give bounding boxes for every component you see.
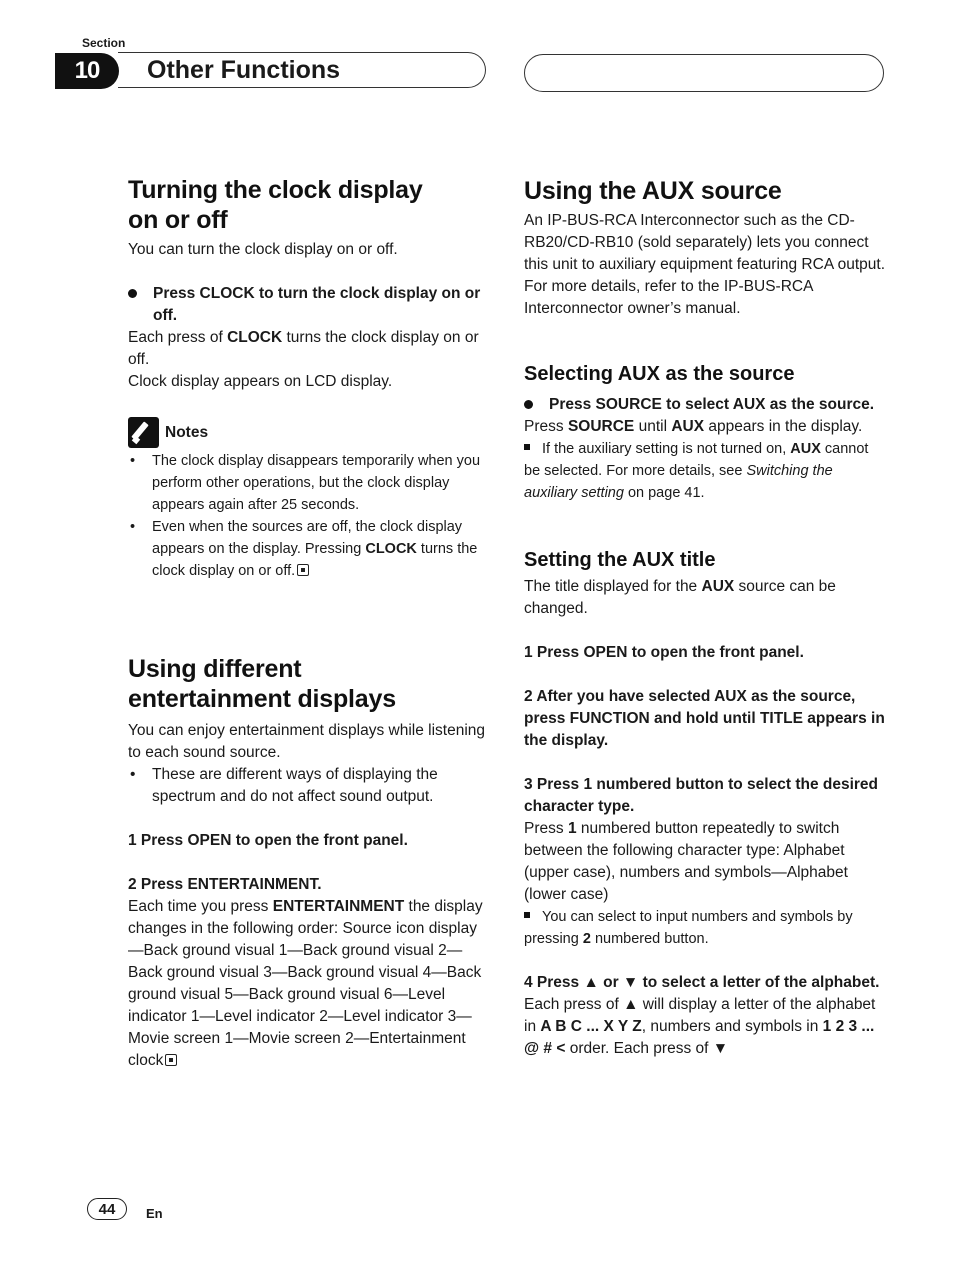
aux-section — [524, 176, 886, 1060]
clock-step — [128, 283, 490, 327]
page-number: 44 — [87, 1198, 127, 1220]
note-item: • Even when the sources are off, the clock display appears on the display. Pressing CLOCK turns the clock display on or off. — [128, 516, 490, 582]
select-aux-step-text: Press SOURCE to select AUX as the source. — [549, 396, 875, 413]
entertainment-heading-line1: Using different — [128, 655, 302, 683]
notes-pencil-icon — [128, 417, 159, 448]
select-aux-note: If the auxiliary setting is not turned on, AUX cannot be selected. For more details, see Switching the auxiliary setting on page 41. — [524, 441, 869, 501]
clock-body2: Clock display appears on LCD display. — [128, 373, 393, 390]
clock-body1: Each press of CLOCK turns the clock display on or off. — [128, 329, 479, 368]
clock-intro: You can turn the clock display on or off. — [128, 241, 398, 258]
step-bullet-icon — [128, 289, 137, 298]
clock-heading-line1: Turning the clock display — [128, 176, 423, 204]
clock-step-text: Press CLOCK to turn the clock display on or off. — [153, 285, 481, 324]
aux-title-step2: 2 After you have selected AUX as the source, press FUNCTION and hold until TITLE appears in the display. — [524, 688, 885, 749]
notes-label: Notes — [165, 423, 209, 441]
aux-title-step3-note: You can select to input numbers and symbols by pressing 2 numbered button. — [524, 909, 853, 947]
select-aux-body: Press SOURCE until AUX appears in the display. — [524, 418, 863, 435]
step-bullet-icon — [524, 400, 533, 409]
aux-title-step3-body: Press 1 numbered button repeatedly to switch between the following character type: Alphabet (upper case), numbers and symbols—Alphabet (lower case) — [524, 820, 848, 903]
aux-title-intro: The title displayed for the AUX source can be changed. — [524, 578, 836, 617]
end-mark-icon — [297, 564, 309, 576]
entertainment-intro: You can enjoy entertainment displays while listening to each sound source. — [128, 722, 486, 761]
end-mark-icon — [165, 1054, 177, 1066]
aux-intro: An IP-BUS-RCA Interconnector such as the CD-RB20/CD-RB10 (sold separately) lets you connect this unit to auxiliary equipment featuring RCA output. For more details, refer to the IP-BUS-RCA Interconnector owner’s manual. — [524, 212, 886, 317]
select-aux-heading: Selecting AUX as the source — [524, 363, 795, 385]
note-item: • The clock display disappears temporarily when you perform other operations, but the clock display appears again after 25 seconds. — [128, 450, 490, 516]
notes-list — [128, 450, 490, 582]
square-bullet-icon — [524, 444, 530, 450]
entertainment-step2: 2 Press ENTERTAINMENT. — [128, 876, 322, 893]
aux-title-step3: 3 Press 1 numbered button to select the desired character type. — [524, 776, 879, 815]
square-bullet-icon — [524, 912, 530, 918]
aux-title-heading: Setting the AUX title — [524, 549, 716, 571]
aux-title-step4: 4 Press ▲ or ▼ to select a letter of the alphabet. — [524, 974, 880, 991]
language-label: En — [146, 1206, 163, 1221]
clock-heading-line2: on or off — [128, 206, 228, 234]
aux-title-step1: 1 Press OPEN to open the front panel. — [524, 644, 804, 661]
entertainment-bullet: • These are different ways of displaying the spectrum and do not affect sound output. — [128, 764, 490, 808]
header-empty-frame — [524, 54, 884, 92]
section-label: Section — [82, 36, 126, 50]
clock-heading — [128, 175, 490, 235]
entertainment-section — [128, 654, 490, 1072]
notes-header — [128, 417, 490, 448]
entertainment-bullets — [128, 764, 490, 808]
entertainment-step1: 1 Press OPEN to open the front panel. — [128, 832, 408, 849]
aux-heading: Using the AUX source — [524, 177, 782, 205]
entertainment-body: Each time you press ENTERTAINMENT the display changes in the following order: Source icon display—Back ground visual 1—Back ground visual 2—Back ground visual 3—Back ground visual 4—Back ground visual 5—Back ground visual 6—Level indicator 1—Level indicator 2—Level indicator 3—Movie screen 1—Movie screen 2—Entertainment clock — [128, 898, 483, 1069]
aux-title-step4-body: Each press of ▲ will display a letter of the alphabet in A B C ... X Y Z, numbers and symbols in 1 2 3 ... @ # < order. Each press of ▼ — [524, 996, 876, 1057]
section-number-badge: 10 — [55, 53, 119, 89]
entertainment-heading — [128, 654, 490, 714]
select-aux-step — [524, 394, 886, 416]
clock-section — [128, 175, 490, 582]
entertainment-heading-line2: entertainment displays — [128, 685, 396, 713]
section-title: Other Functions — [147, 56, 341, 84]
